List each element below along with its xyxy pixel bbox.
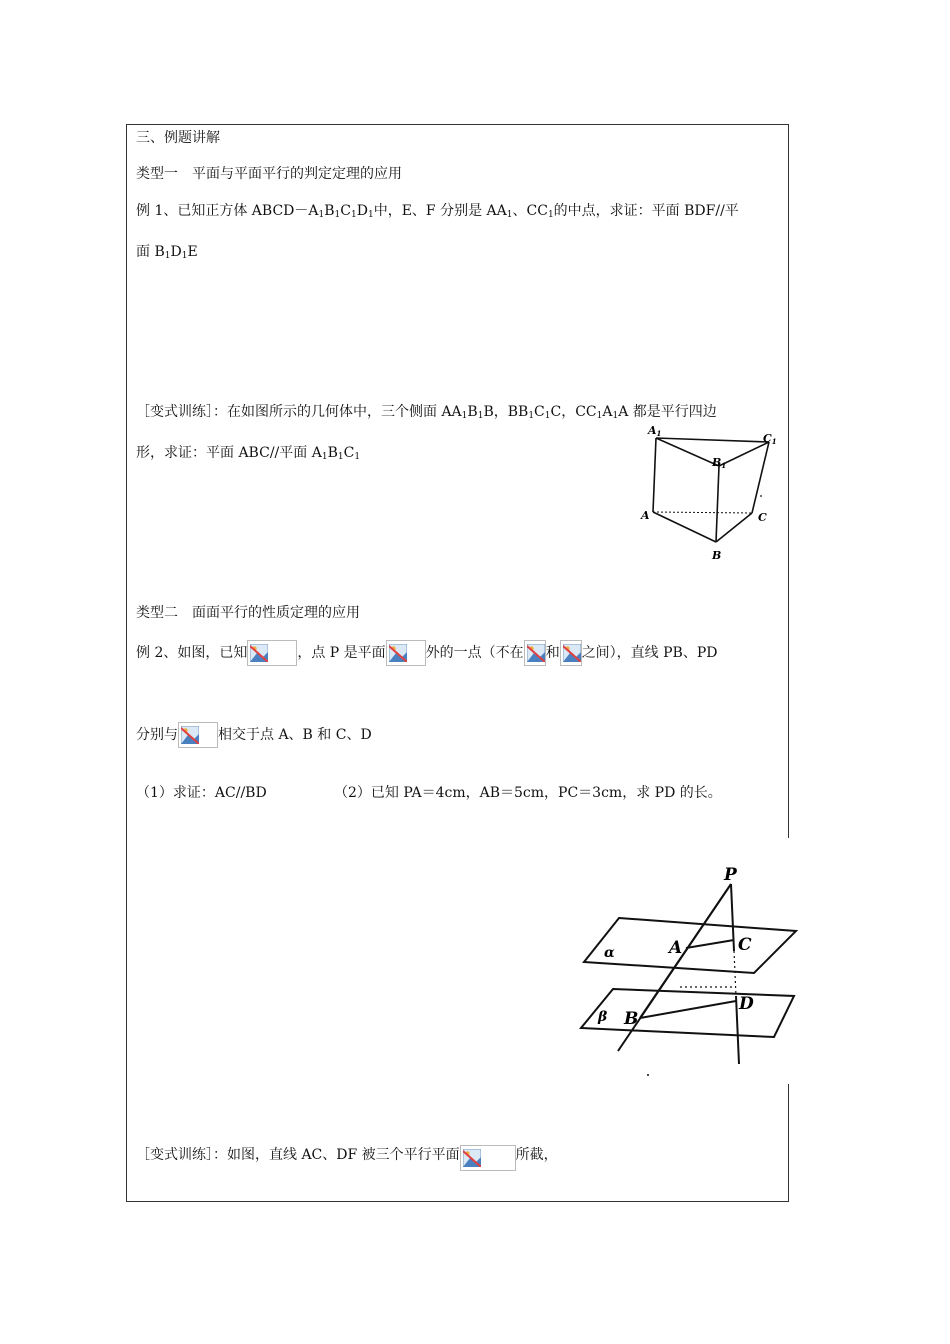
broken-image-icon [386, 640, 426, 666]
example2-question1: （1）求证：AC//BD [136, 785, 267, 801]
label-B2: B [624, 1009, 639, 1029]
broken-image-icon [247, 640, 297, 666]
label-D2: D [739, 994, 754, 1014]
example2-line1: 例 2、如图，已知 ，点 P 是平面 外的一点（不在 和 之间），直线 PB、PD [136, 640, 718, 666]
example1-line2: 面 $B_1D_1E$ [136, 244, 198, 261]
type2-heading: 类型二 面面平行的性质定理的应用 [136, 605, 360, 621]
label-C2: C [738, 935, 752, 955]
type1-heading: 类型一 平面与平面平行的判定定理的应用 [136, 166, 402, 182]
label-B: B [712, 549, 722, 562]
example2-line2: 分别与 相交于点 A、B 和 C、D [136, 722, 372, 748]
label-C1: C1 [763, 432, 777, 446]
label-P: P [724, 865, 737, 885]
parallel-planes-figure [576, 856, 802, 1082]
practice2-line: ［变式训练］：如图，直线 AC、DF 被三个平行平面 所截， [136, 1142, 558, 1171]
label-A1: A1 [648, 424, 662, 438]
label-beta: β [598, 1009, 608, 1025]
example2-question2: （2）已知 PA＝4cm，AB＝5cm，PC＝3cm，求 PD 的长。 [334, 785, 722, 801]
broken-image-icon [460, 1145, 516, 1171]
practice1-line2: 形，求证：平面 ABC//平面 $A_1B_1C_1$ [136, 445, 361, 462]
prism-figure [636, 420, 786, 565]
label-alpha: α [604, 945, 615, 961]
broken-image-icon [524, 640, 546, 666]
section-title: 三、例题讲解 [136, 130, 220, 146]
label-A2: A [669, 938, 683, 958]
label-A: A [641, 509, 650, 522]
broken-image-icon [560, 640, 582, 666]
label-C: C [758, 511, 767, 524]
practice1-line1: ［变式训练］：在如图所示的几何体中，三个侧面 $AA_1B_1B$，$BB_1C_1C$，$CC_1A_1A$ 都是平行四边 [136, 404, 717, 421]
example1-line1: 例 1、已知正方体 $ABCD-A_1B_1C_1D_1$中，E、F 分别是 $AA_1$、$CC_1$的中点，求证：平面 BDF//平 [136, 203, 739, 220]
broken-image-icon [178, 722, 218, 748]
label-B1: B1 [712, 456, 727, 470]
